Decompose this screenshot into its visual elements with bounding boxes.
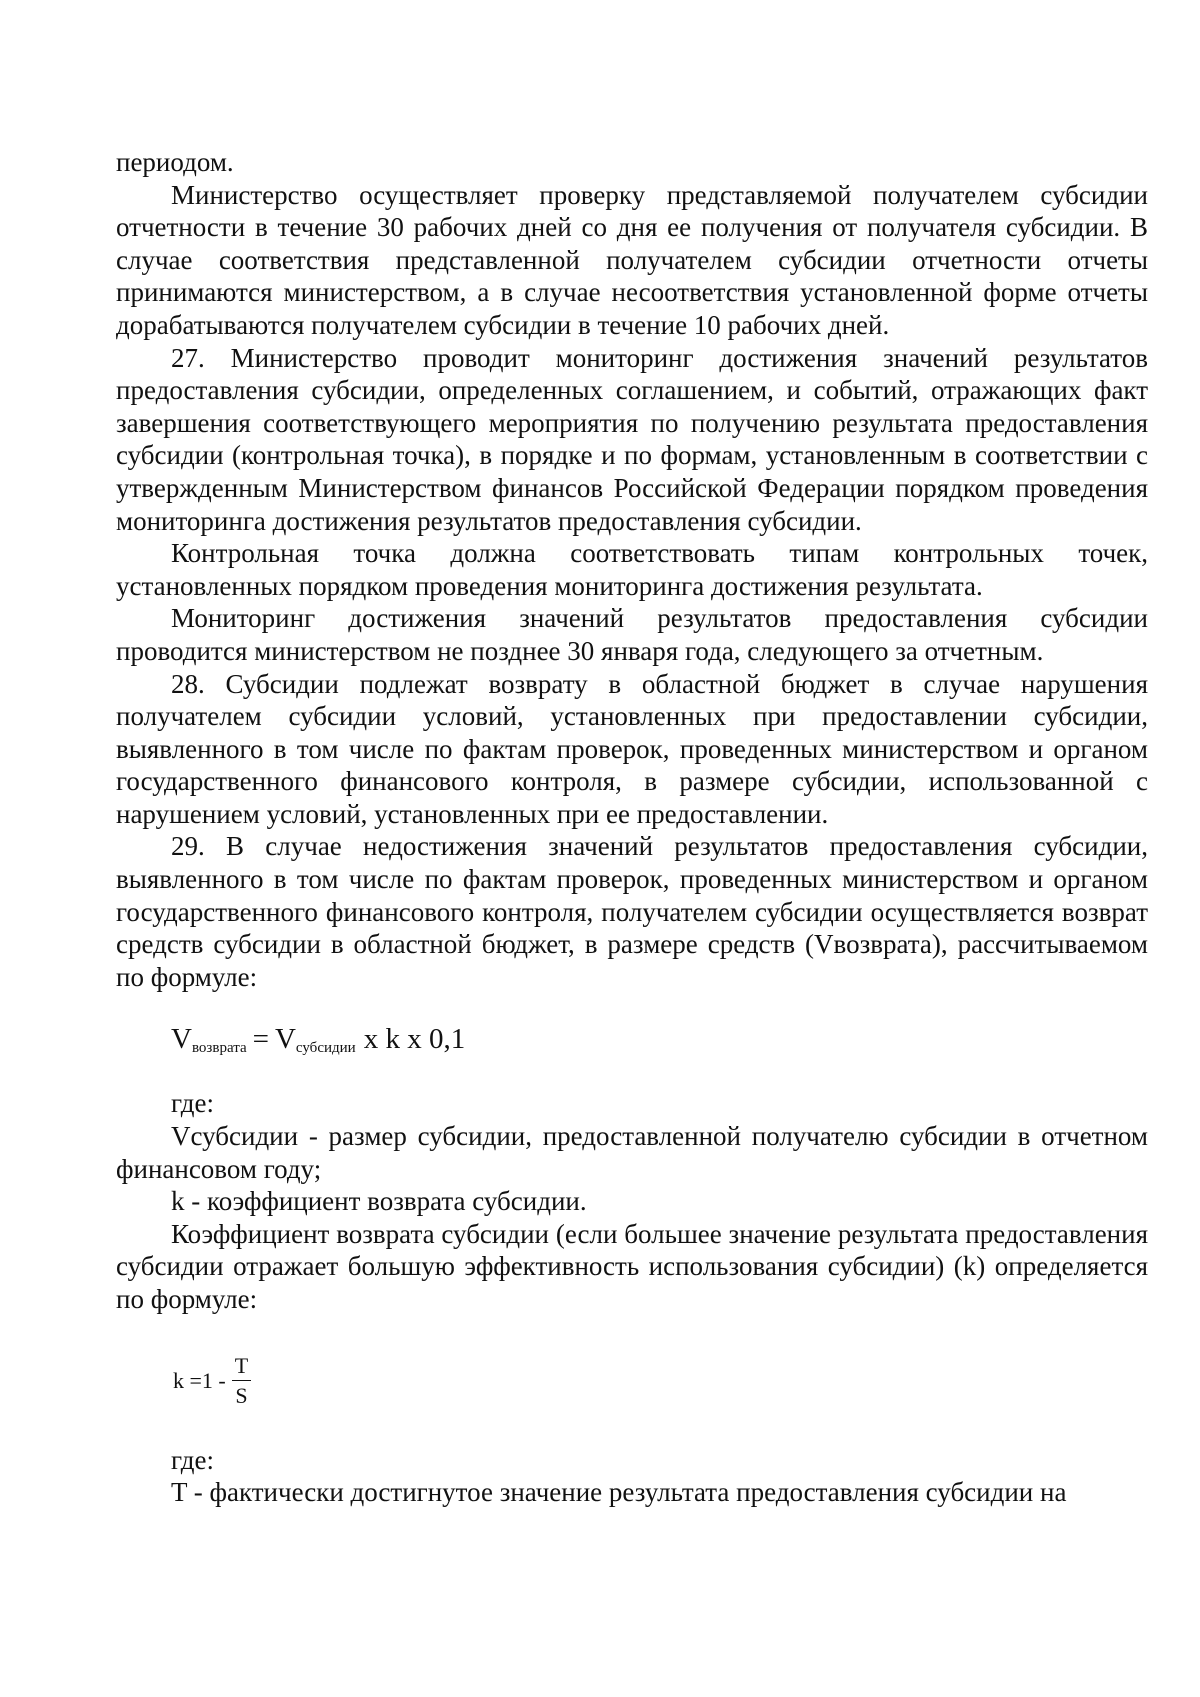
paragraph-monitoring-deadline: Мониторинг достижения значений результатов предоставления субсидии проводится министерством не позднее 30 января года, следующего за отчетным. <box>116 603 1148 666</box>
paragraph-verification: Министерство осуществляет проверку представляемой получателем субсидии отчетности в течение 30 рабочих дней со дня ее получения от получателя субсидии. В случае соответствия представленной получателем субсидии отчетности отчеты принимаются министерством, а в случае несоответствия установленной форме отчеты дорабатываются получателем субсидии в течение 10 рабочих дней. <box>116 179 1148 340</box>
formula-subscript-subsidy: субсидии <box>295 1040 356 1057</box>
paragraph-control-point: Контрольная точка должна соответствовать типам контрольных точек, установленных порядком проведения мониторинга достижения результата. <box>116 538 1148 601</box>
formula-subscript-return: возврата <box>191 1040 247 1057</box>
formula-equals: = <box>252 1023 269 1056</box>
formula-v2: V <box>274 1023 296 1056</box>
paragraph-coefficient: Коэффициент возврата субсидии (если большее значение результата предоставления субсидии отражает большую эффективность использования субсидии) (k) определяется по формуле: <box>116 1218 1148 1314</box>
paragraph-28-return: 28. Субсидии подлежат возврату в областной бюджет в случае нарушения получателем субсидии условий, установленных при предоставлении субсидии, выявленного в том числе по фактам проверок, проведенных министерством и органом государственного финансового контроля, в размере субсидии, использованной с нарушением условий, установленных при ее предоставлении. <box>116 668 1148 829</box>
paragraph-t-def: T - фактически достигнутое значение результата предоставления субсидии на <box>171 1477 1067 1508</box>
document-body <box>116 146 1148 1509</box>
paragraph-where-2: где: <box>171 1444 214 1475</box>
paragraph-vsubsidy-def: Vсубсидии - размер субсидии, предоставленной получателю субсидии в отчетном финансовом году; <box>116 1121 1148 1184</box>
paragraph-29-underachievement: 29. В случае недостижения значений результатов предоставления субсидии, выявленного в том числе по фактам проверок, проведенных министерством и органом государственного финансового контроля, получателем субсидии осуществляется возврат средств субсидии в областной бюджет, в размере средств (Vвозврата), рассчитываемом по формуле: <box>116 831 1148 992</box>
paragraph-where-1: где: <box>171 1088 214 1119</box>
formula-coefficient <box>173 1346 1148 1418</box>
fraction-numerator: T <box>232 1353 251 1381</box>
formula-k-lhs: k =1 - <box>173 1368 226 1394</box>
paragraph-27-monitoring: 27. Министерство проводит мониторинг достижения значений результатов предоставления субсидии, определенных соглашением, и событий, отражающих факт завершения соответствующего мероприятия по получению результата предоставления субсидии (контрольная точка), в порядке и по формам, установленным в соответствии с утвержденным Министерством финансов Российской Федерации порядком проведения мониторинга достижения результатов предоставления субсидии. <box>116 342 1148 536</box>
formula-return-amount <box>171 1015 1148 1063</box>
formula-fraction <box>232 1353 251 1410</box>
paragraph-continuation: периодом. <box>116 147 234 177</box>
paragraph-k-def: k - коэффициент возврата субсидии. <box>171 1186 587 1217</box>
formula-rest: x k x 0,1 <box>363 1023 466 1056</box>
formula-v: V <box>171 1023 192 1056</box>
fraction-denominator: S <box>235 1383 248 1409</box>
